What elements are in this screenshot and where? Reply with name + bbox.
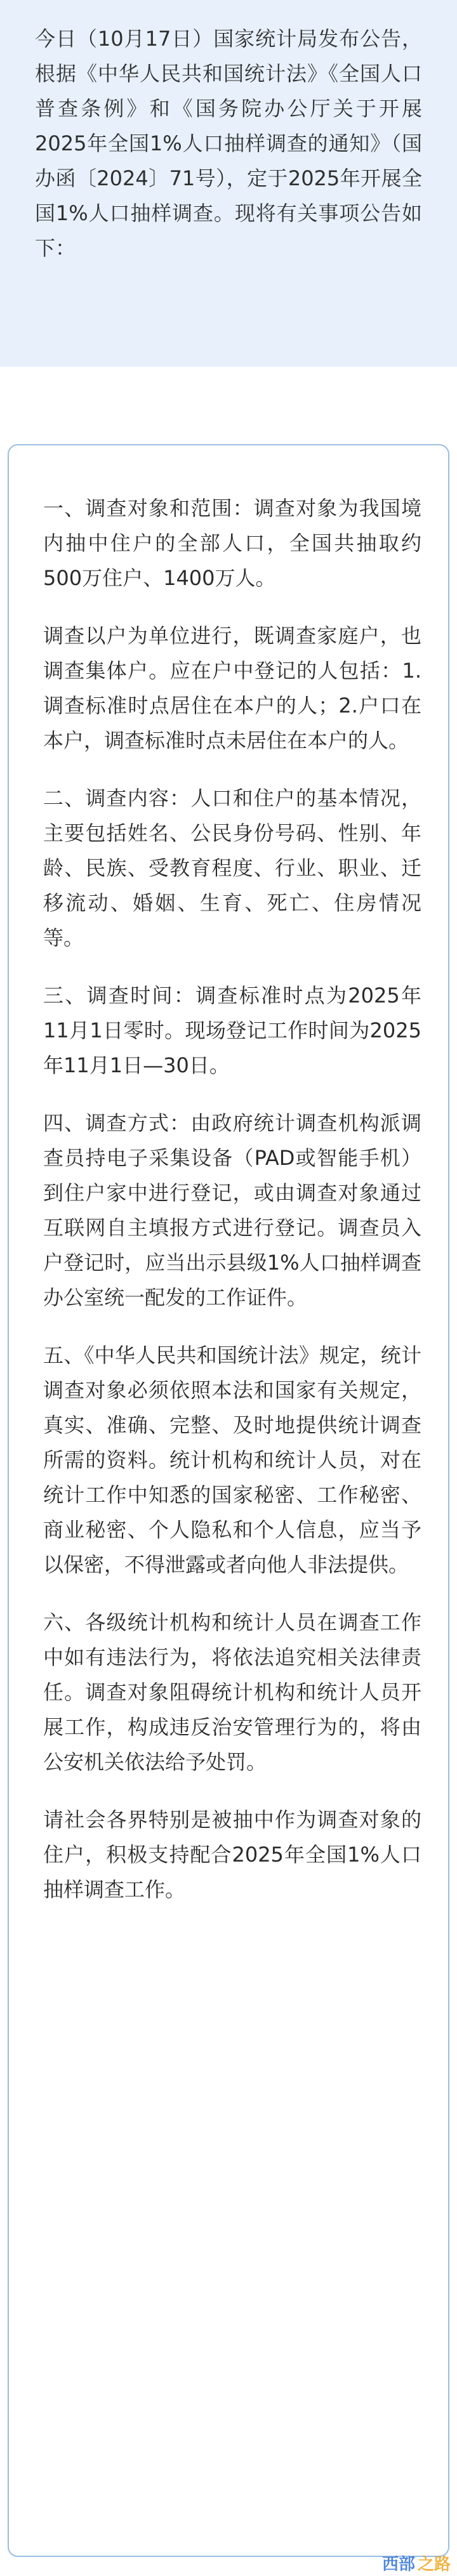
watermark-part-b: 之路: [417, 2554, 451, 2574]
paragraph-survey-scope: 一、调查对象和范围：调查对象为我国境内抽中住户的全部人口，全国共抽取约500万住户、1400万人。: [43, 496, 421, 590]
intro-panel: [0, 0, 457, 367]
paragraph-statistics-law: 五、《中华人民共和国统计法》规定，统计调查对象必须依照本法和国家有关规定，真实、准确、完整、及时地提供统计调查所需的资料。统计机构和统计人员，对在统计工作中知悉的国家秘密、工作秘密、商业秘密、个人隐私和个人信息，应当予以保密，不得泄露或者向他人非法提供。: [43, 1343, 421, 1577]
paragraph-survey-content: 二、调查内容：人口和住户的基本情况，主要包括姓名、公民身份号码、性别、年龄、民族、受教育程度、行业、职业、迁移流动、婚姻、生育、死亡、住房情况等。: [43, 786, 421, 950]
paragraph-household-unit: 调查以户为单位进行，既调查家庭户，也调查集体户。应在户中登记的人包括：1.调查标准时点居住在本户的人；2.户口在本户，调查标准时点未居住在本户的人。: [43, 624, 421, 752]
announcement-body: [43, 491, 421, 1930]
paragraph-closing-appeal: 请社会各界特别是被抽中作为调查对象的住户，积极支持配合2025年全国1%人口抽样调查工作。: [43, 1808, 421, 1902]
paragraph-survey-method: 四、调查方式：由政府统计调查机构派调查员持电子采集设备（PAD或智能手机）到住户家中进行登记，或由调查对象通过互联网自主填报方式进行登记。调查员入户登记时，应当出示县级1%人口抽样调查办公室统一配发的工作证件。: [43, 1111, 421, 1310]
paragraph-survey-time: 三、调查时间：调查标准时点为2025年11月1日零时。现场登记工作时间为2025年11月1日—30日。: [43, 983, 421, 1077]
paragraph-legal-liability: 六、各级统计机构和统计人员在调查工作中如有违法行为，将依法追究相关法律责任。调查对象阻碍统计机构和统计人员开展工作，构成违反治安管理行为的，将由公安机关依法给予处罚。: [43, 1610, 421, 1774]
section-gap: [0, 367, 457, 444]
announcement-card: [8, 444, 449, 2557]
intro-text: 今日（10月17日）国家统计局发布公告，根据《中华人民共和国统计法》《全国人口普查条例》和《国务院办公厅关于开展2025年全国1%人口抽样调查的通知》（国办函〔2024〕71号），定于2025年开展全国1%人口抽样调查。现将有关事项公告如下：: [35, 27, 422, 260]
watermark-part-a: 西部: [381, 2554, 415, 2574]
watermark-logo: [382, 2552, 451, 2573]
